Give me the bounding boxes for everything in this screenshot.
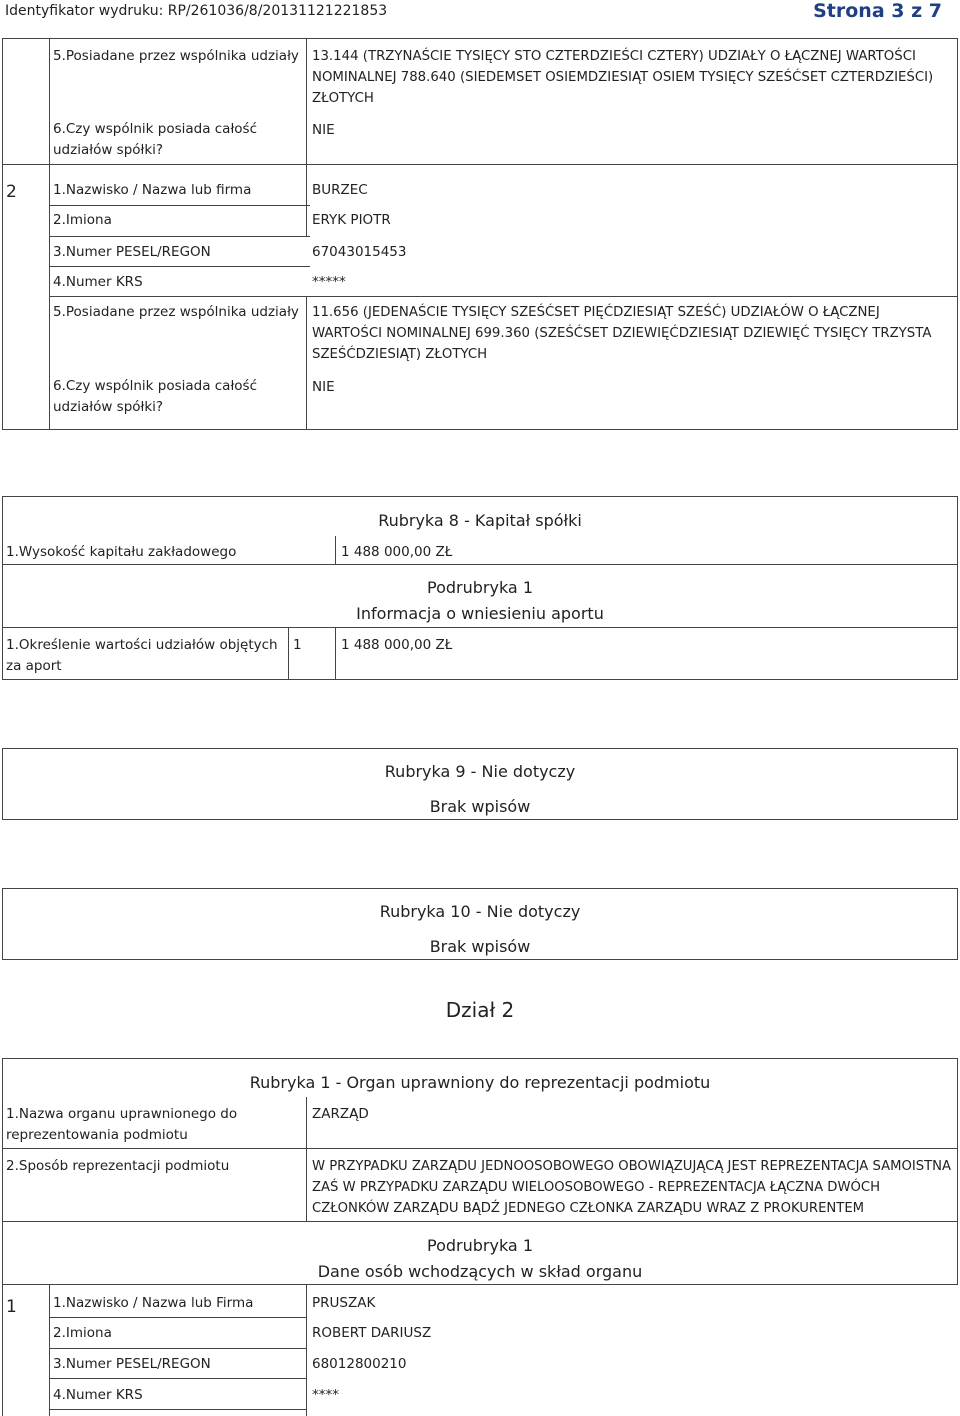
print-identifier: Identyfikator wydruku: RP/261036/8/20131121221853 [5,3,388,19]
dzial2-podrubryka-title: Podrubryka 1 [427,1236,533,1255]
rubryka9-title: Rubryka 9 - Nie dotyczy [384,762,576,781]
partner2-name-value: BURZEC [312,182,368,198]
person1-number: 1 [6,1297,17,1317]
representation-label: 2.Sposób reprezentacji podmiotu [6,1158,230,1174]
rubryka10-body: Brak wpisów [429,937,531,956]
rubryka8-title: Rubryka 8 - Kapitał spółki [378,511,582,530]
organ-label: 1.Nazwa organu uprawnionego do reprezentowania podmiotu [6,1106,238,1143]
dzial2-title: Dział 2 [445,998,515,1022]
partner2-pesel-label: 3.Numer PESEL/REGON [53,244,211,260]
partner2-shares-value: 11.656 (JEDENAŚCIE TYSIĘCY SZEŚĆSET PIĘĆDZIESIĄT SZEŚĆ) UDZIAŁÓW O ŁĄCZNEJ WARTOŚCI NOMINALNEJ 699.360 (SZEŚĆSET DZIEWIĘĆDZIESIĄT DZIEWIĘĆ TYSIĘCY TRZYSTA SZEŚĆDZIESIĄT) ZŁOTYCH [312,305,932,362]
partner2-krs-value: ***** [312,274,346,290]
person1-krs-value: **** [312,1387,339,1403]
partner2-number: 2 [6,182,17,202]
partner1-whole-label: 6.Czy wspólnik posiada całość udziałów spółki? [53,121,258,158]
aport-number: 1 [293,637,302,653]
partner1-shares-label: 5.Posiadane przez wspólnika udziały [53,48,299,64]
capital-label: 1.Wysokość kapitału zakładowego [6,544,237,560]
partner2-shares-label: 5.Posiadane przez wspólnika udziały [53,304,299,320]
aport-label: 1.Określenie wartości udziałów objętych za aport [6,637,278,674]
partner2-whole-label: 6.Czy wspólnik posiada całość udziałów spółki? [53,378,258,415]
person1-first-value: ROBERT DARIUSZ [312,1325,432,1341]
rubryka9-body: Brak wpisów [429,797,531,816]
organ-value: ZARZĄD [312,1106,369,1122]
partner2-first-label: 2.Imiona [53,212,112,228]
rubryka10-title: Rubryka 10 - Nie dotyczy [379,902,581,921]
partner2-name-label: 1.Nazwisko / Nazwa lub firma [53,182,252,198]
partner2-krs-label: 4.Numer KRS [53,274,143,290]
rubryka10-section [2,888,958,960]
person1-pesel-label: 3.Numer PESEL/REGON [53,1356,211,1372]
representation-value: W PRZYPADKU ZARZĄDU JEDNOOSOBOWEGO OBOWIĄZUJĄCĄ JEST REPREZENTACJA SAMOISTNA ZAŚ W PRZYPADKU ZARZĄDU WIELOOSOBOWEGO - REPREZENTACJA ŁĄCZNA DWÓCH CZŁONKÓW ZARZĄDU BĄDŹ JEDNEGO CZŁONKA ZARZĄDU WRAZ Z PROKURENTEM [312,1159,952,1216]
aport-value: 1 488 000,00 ZŁ [341,637,453,653]
person1-krs-label: 4.Numer KRS [53,1387,143,1403]
person1-name-label: 1.Nazwisko / Nazwa lub Firma [53,1295,254,1311]
podrubryka-subtitle: Informacja o wniesieniu aportu [356,604,604,623]
partner2-whole-value: NIE [312,379,335,395]
person1-first-label: 2.Imiona [53,1325,112,1341]
person1-name-value: PRUSZAK [312,1295,376,1311]
dzial2-podrubryka-subtitle: Dane osób wchodzących w skład organu [317,1262,643,1281]
person1-pesel-value: 68012800210 [312,1356,407,1372]
partner2-first-value: ERYK PIOTR [312,212,391,228]
partner1-shares-value: 13.144 (TRZYNAŚCIE TYSIĘCY STO CZTERDZIEŚCI CZTERY) UDZIAŁY O ŁĄCZNEJ WARTOŚCI NOMINALNEJ 788.640 (SIEDEMSET OSIEMDZIESIĄT OSIEM TYSIĘCY SZEŚĆSET CZTERDZIEŚCI) ZŁOTYCH [312,49,934,106]
partner1-whole-value: NIE [312,122,335,138]
page-number: Strona 3 z 7 [813,0,942,22]
podrubryka-title: Podrubryka 1 [427,578,533,597]
partner2-pesel-value: 67043015453 [312,244,407,260]
rubryka9-section [2,748,958,820]
dzial2-rubryka1-title: Rubryka 1 - Organ uprawniony do reprezentacji podmiotu [249,1073,711,1092]
capital-value: 1 488 000,00 ZŁ [341,544,453,560]
